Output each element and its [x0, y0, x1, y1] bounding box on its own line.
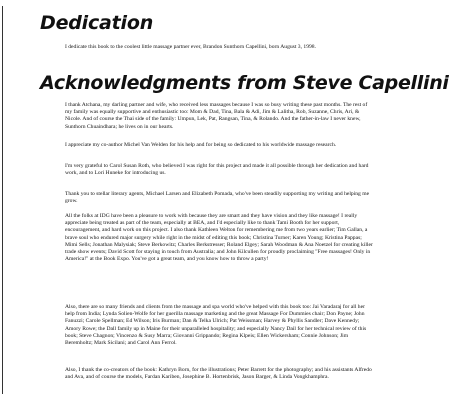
- acknowledgment-paragraph-idg: All the folks at IDG have been a pleasure to work with because they are smart and they have vision and they like massage! I really appreciate being treated as part of the team, especially at BEA, and I'd especially like to thank Tami Booth for her support, encouragement, and hard work on this project. I also thank Kathleen Welton for remembering me from two years earlier; Tim Gallan, a brave soul who endured major surgery while right in the midst of editing this book; Christina Turner; Karen Young; Kristina Pappas; Mimi Sells; Jonathan Malysiak; Steve Berkowitz; Charles Berkstresser; Roland Elgey; Sarah Woodman & Ana Noetzel for creating killer trade show events; David Scott for staying in touch from Australia; and John Kilcullen for proudly proclaiming "Free massages! Only in America!" at the Book Expo. You've got a great team, and you know how to throw a party!: [65, 213, 373, 263]
- acknowledgment-paragraph-friends: Also, there are so many friends and clients from the massage and spa world who've helped with this book too: Jai Varadaraj for all her help from India; Lynda Solien-Wolfe for her guerilla massage marketing and the great Massage For Dummies chair; Don Payne; John Fanuzzi; Carole Spellman; Ed Wilson; Iris Burman; Dan & Telka Ulrich; Pat Weissman; Harvey & Phyllis Sandler; Dave Kennedy; Amory Rowe; the Dall family up in Maine for their unparalleled hospitality; and especially Nancy Dail for her technical review of this book; Steve Chagnon; Vincenzo & Susy Marra; Giovanni Grippando; Regina Klpeis; Ellen Wickersham; Connie Johnson; Jim Beremholtz; Mark Sicilani; and Carol Ann Ferrol.: [65, 304, 367, 347]
- acknowledgment-paragraph-co-creators: Also, I thank the co-creators of the book: Kathryn Born, for the illustrations; Peter Barrett for the photography; and his assistants Alfredo and Ava, and of course the models, Fardan Kariben, Josephine B. Hortenbrisk, Jason Barger, & Linda Vongkhamphra.: [65, 367, 372, 381]
- acknowledgment-paragraph-carol-roth: I'm very grateful to Carol Susan Roth, who believed I was right for this project and made it all possible through her dedication and hard work, and to Lori Huneke for introducing us.: [65, 163, 369, 177]
- dedication-text: I dedicate this book to the coolest little massage partner ever, Brandon Sunthorn Capellini, born August 3, 1998.: [65, 44, 316, 50]
- acknowledgment-paragraph-agents: Thank you to stellar literary agents, Michael Larsen and Elizabeth Pomada, who've been steadily supporting my writing and helping me grow.: [65, 191, 370, 205]
- acknowledgments-heading: Acknowledgments from Steve Capellini: [40, 72, 449, 94]
- acknowledgment-paragraph-family: I thank Atchana, my darling partner and wife, who received less massages because I was so busy writing these past months. The rest of my family was equally supportive and enthusiastic too: Mom & Dad, Tina, Bala & Adi, Jim & Lalitha, Rob, Suzanne, Chris, Ari, & Nicole. And of course the Thai side of the family: Umpun, Lek, Pat, Rangsan, Tina, & Rolando. And the father-in-law I never knew, Sunthorn Chuaindhara; he lives on in our hearts.: [65, 102, 368, 130]
- acknowledgment-paragraph-coauthor: I appreciate my co-author Michel Van Welden for his help and for being so dedicated to his worldwide massage research.: [65, 142, 337, 148]
- dedication-heading: Dedication: [40, 12, 154, 34]
- margin-rule: [2, 6, 3, 394]
